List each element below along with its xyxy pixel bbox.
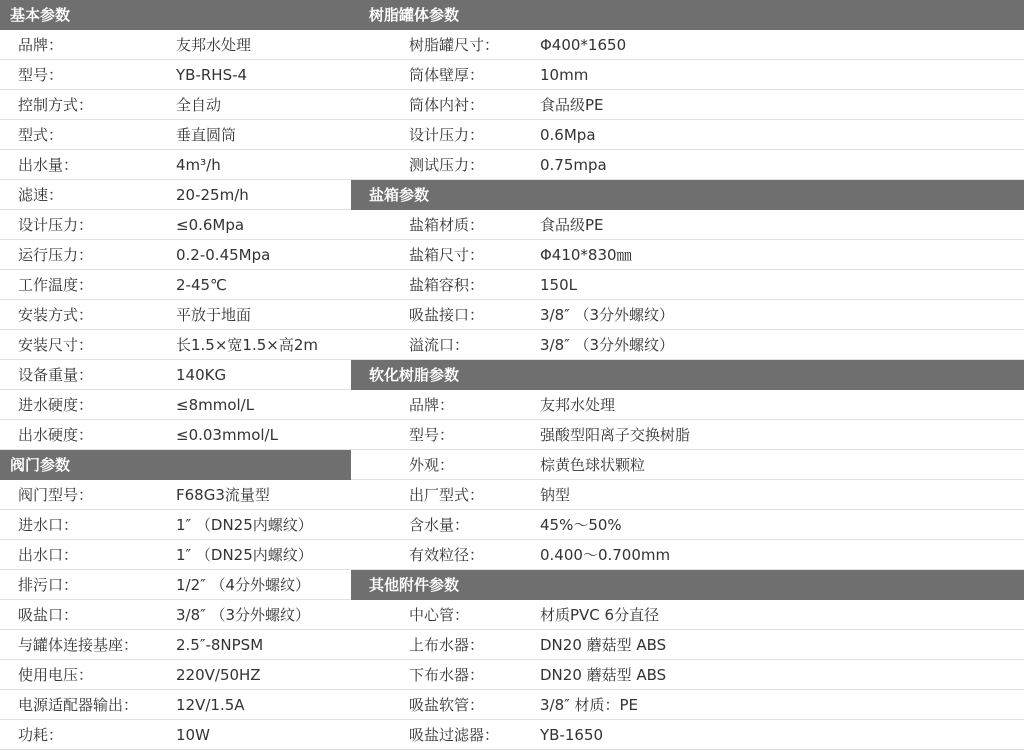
spec-label: 上布水器： (409, 636, 485, 654)
spec-label: 吸盐接口： (409, 306, 485, 324)
spec-value: 材质PVC 6分直径 (540, 606, 660, 624)
spec-value: 140KG (176, 366, 227, 384)
other-section (351, 570, 1024, 750)
spec-label: 功耗： (18, 726, 64, 744)
spec-label: 吸盐过滤器： (409, 726, 500, 744)
spec-value: 垂直圆筒 (176, 126, 237, 144)
spec-label: 安装方式： (18, 306, 94, 324)
spec-label: 使用电压： (18, 666, 94, 684)
spec-row (351, 690, 1024, 720)
spec-row (0, 690, 351, 720)
resin-section-title: 软化树脂参数 (351, 360, 1024, 390)
spec-row (351, 600, 1024, 630)
spec-row (0, 360, 351, 390)
spec-label: 下布水器： (409, 666, 485, 684)
spec-label: 进水口： (18, 516, 79, 534)
spec-row (351, 270, 1024, 300)
spec-row (351, 150, 1024, 180)
spec-value: YB-RHS-4 (176, 66, 248, 84)
spec-label: 出水量： (18, 156, 79, 174)
spec-label: 设计压力： (18, 216, 94, 234)
spec-label: 品牌： (18, 36, 64, 54)
spec-value: 全自动 (176, 96, 222, 114)
spec-row (351, 510, 1024, 540)
spec-row (351, 60, 1024, 90)
spec-label: 型号： (18, 66, 64, 84)
spec-value: 4m³/h (176, 156, 221, 174)
spec-row (351, 450, 1024, 480)
spec-row (0, 120, 351, 150)
spec-row (0, 510, 351, 540)
spec-label: 测试压力： (409, 156, 485, 174)
spec-label: 含水量： (409, 516, 470, 534)
spec-label: 运行压力： (18, 246, 94, 264)
spec-row (0, 630, 351, 660)
spec-value: 平放于地面 (176, 306, 252, 324)
spec-value: 3/8″ （3分外螺纹） (540, 336, 675, 354)
spec-row (0, 480, 351, 510)
spec-label: 工作温度： (18, 276, 94, 294)
spec-row (351, 120, 1024, 150)
spec-row (0, 330, 351, 360)
spec-value: 3/8″ （3分外螺纹） (176, 606, 311, 624)
spec-value: ≤0.6Mpa (176, 216, 245, 234)
spec-row (351, 720, 1024, 750)
spec-label: 树脂罐尺寸： (409, 36, 500, 54)
spec-label: 盐箱材质： (409, 216, 485, 234)
valve-section (0, 450, 351, 750)
spec-value: DN20 蘑菇型 ABS (540, 636, 667, 654)
spec-value: 0.400～0.700mm (540, 546, 671, 564)
spec-value: 2.5″-8NPSM (176, 636, 264, 654)
spec-row (0, 420, 351, 450)
spec-row (0, 240, 351, 270)
resin-section (351, 360, 1024, 570)
spec-row (0, 570, 351, 600)
basic-section-title: 基本参数 (0, 0, 351, 30)
spec-value: 友邦水处理 (540, 396, 616, 414)
spec-label: 排污口： (18, 576, 79, 594)
spec-value: 食品级PE (540, 216, 604, 234)
spec-value: 长1.5×宽1.5×高2m (176, 336, 319, 354)
spec-value: 3/8″ （3分外螺纹） (540, 306, 675, 324)
spec-row (351, 420, 1024, 450)
spec-label: 滤速： (18, 186, 64, 204)
spec-value: 12V/1.5A (176, 696, 245, 714)
spec-row (0, 90, 351, 120)
spec-label: 吸盐软管： (409, 696, 485, 714)
spec-value: Φ410*830㎜ (540, 246, 632, 264)
spec-label: 进水硬度： (18, 396, 94, 414)
spec-label: 出水口： (18, 546, 79, 564)
brine-section (351, 180, 1024, 360)
tank-section (351, 0, 1024, 180)
spec-row (351, 210, 1024, 240)
spec-label: 型式： (18, 126, 64, 144)
spec-row (351, 240, 1024, 270)
spec-label: 阀门型号： (18, 486, 94, 504)
tank-section-title: 树脂罐体参数 (351, 0, 1024, 30)
spec-row (0, 600, 351, 630)
spec-label: 溢流口： (409, 336, 470, 354)
other-section-title: 其他附件参数 (351, 570, 1024, 600)
spec-label: 出水硬度： (18, 426, 94, 444)
spec-row (351, 660, 1024, 690)
spec-label: 中心管： (409, 606, 470, 624)
spec-value: YB-1650 (540, 726, 604, 744)
spec-value: 45%～50% (540, 516, 622, 534)
spec-label: 外观： (409, 456, 455, 474)
spec-row (351, 480, 1024, 510)
spec-row (351, 30, 1024, 60)
spec-row (0, 540, 351, 570)
valve-section-title: 阀门参数 (0, 450, 351, 480)
spec-value: 150L (540, 276, 577, 294)
spec-row (0, 270, 351, 300)
spec-label: 电源适配器输出： (18, 696, 139, 714)
right-column (351, 0, 1024, 750)
spec-row (351, 540, 1024, 570)
spec-row (351, 90, 1024, 120)
spec-label: 出厂型式： (409, 486, 485, 504)
spec-row (351, 390, 1024, 420)
spec-row (0, 720, 351, 750)
spec-label: 设备重量： (18, 366, 94, 384)
spec-value: 1″ （DN25内螺纹） (176, 516, 313, 534)
spec-row (0, 150, 351, 180)
spec-value: 220V/50HZ (176, 666, 261, 684)
spec-value: 0.6Mpa (540, 126, 596, 144)
spec-value: 1″ （DN25内螺纹） (176, 546, 313, 564)
spec-row (351, 630, 1024, 660)
spec-value: F68G3流量型 (176, 486, 270, 504)
spec-value: 强酸型阳离子交换树脂 (540, 426, 691, 444)
left-column (0, 0, 351, 750)
spec-value: 1/2″ （4分外螺纹） (176, 576, 311, 594)
spec-value: 2-45℃ (176, 276, 227, 294)
spec-label: 与罐体连接基座： (18, 636, 139, 654)
spec-label: 型号： (409, 426, 455, 444)
spec-value: 20-25m/h (176, 186, 249, 204)
spec-value: Φ400*1650 (540, 36, 627, 54)
spec-label: 安装尺寸： (18, 336, 94, 354)
spec-value: 0.75mpa (540, 156, 607, 174)
spec-label: 吸盐口： (18, 606, 79, 624)
spec-label: 筒体壁厚： (409, 66, 485, 84)
spec-value: 棕黄色球状颗粒 (540, 456, 646, 474)
spec-label: 控制方式： (18, 96, 94, 114)
spec-label: 盐箱容积： (409, 276, 485, 294)
spec-value: 友邦水处理 (176, 36, 252, 54)
spec-row (0, 180, 351, 210)
spec-row (0, 60, 351, 90)
spec-row (351, 300, 1024, 330)
spec-value: ≤8mmol/L (176, 396, 255, 414)
spec-row (351, 330, 1024, 360)
spec-value: 10W (176, 726, 210, 744)
spec-label: 设计压力： (409, 126, 485, 144)
spec-row (0, 30, 351, 60)
spec-value: DN20 蘑菇型 ABS (540, 666, 667, 684)
spec-value: 0.2-0.45Mpa (176, 246, 271, 264)
spec-label: 盐箱尺寸： (409, 246, 485, 264)
spec-row (0, 300, 351, 330)
spec-label: 筒体内衬： (409, 96, 485, 114)
spec-value: 3/8″ 材质：PE (540, 696, 639, 714)
spec-row (0, 390, 351, 420)
spec-value: 食品级PE (540, 96, 604, 114)
spec-value: ≤0.03mmol/L (176, 426, 278, 444)
spec-label: 品牌： (409, 396, 455, 414)
spec-value: 钠型 (540, 486, 571, 504)
brine-section-title: 盐箱参数 (351, 180, 1024, 210)
spec-label: 有效粒径： (409, 546, 485, 564)
spec-row (0, 210, 351, 240)
spec-value: 10mm (540, 66, 589, 84)
basic-section (0, 0, 351, 450)
spec-row (0, 660, 351, 690)
